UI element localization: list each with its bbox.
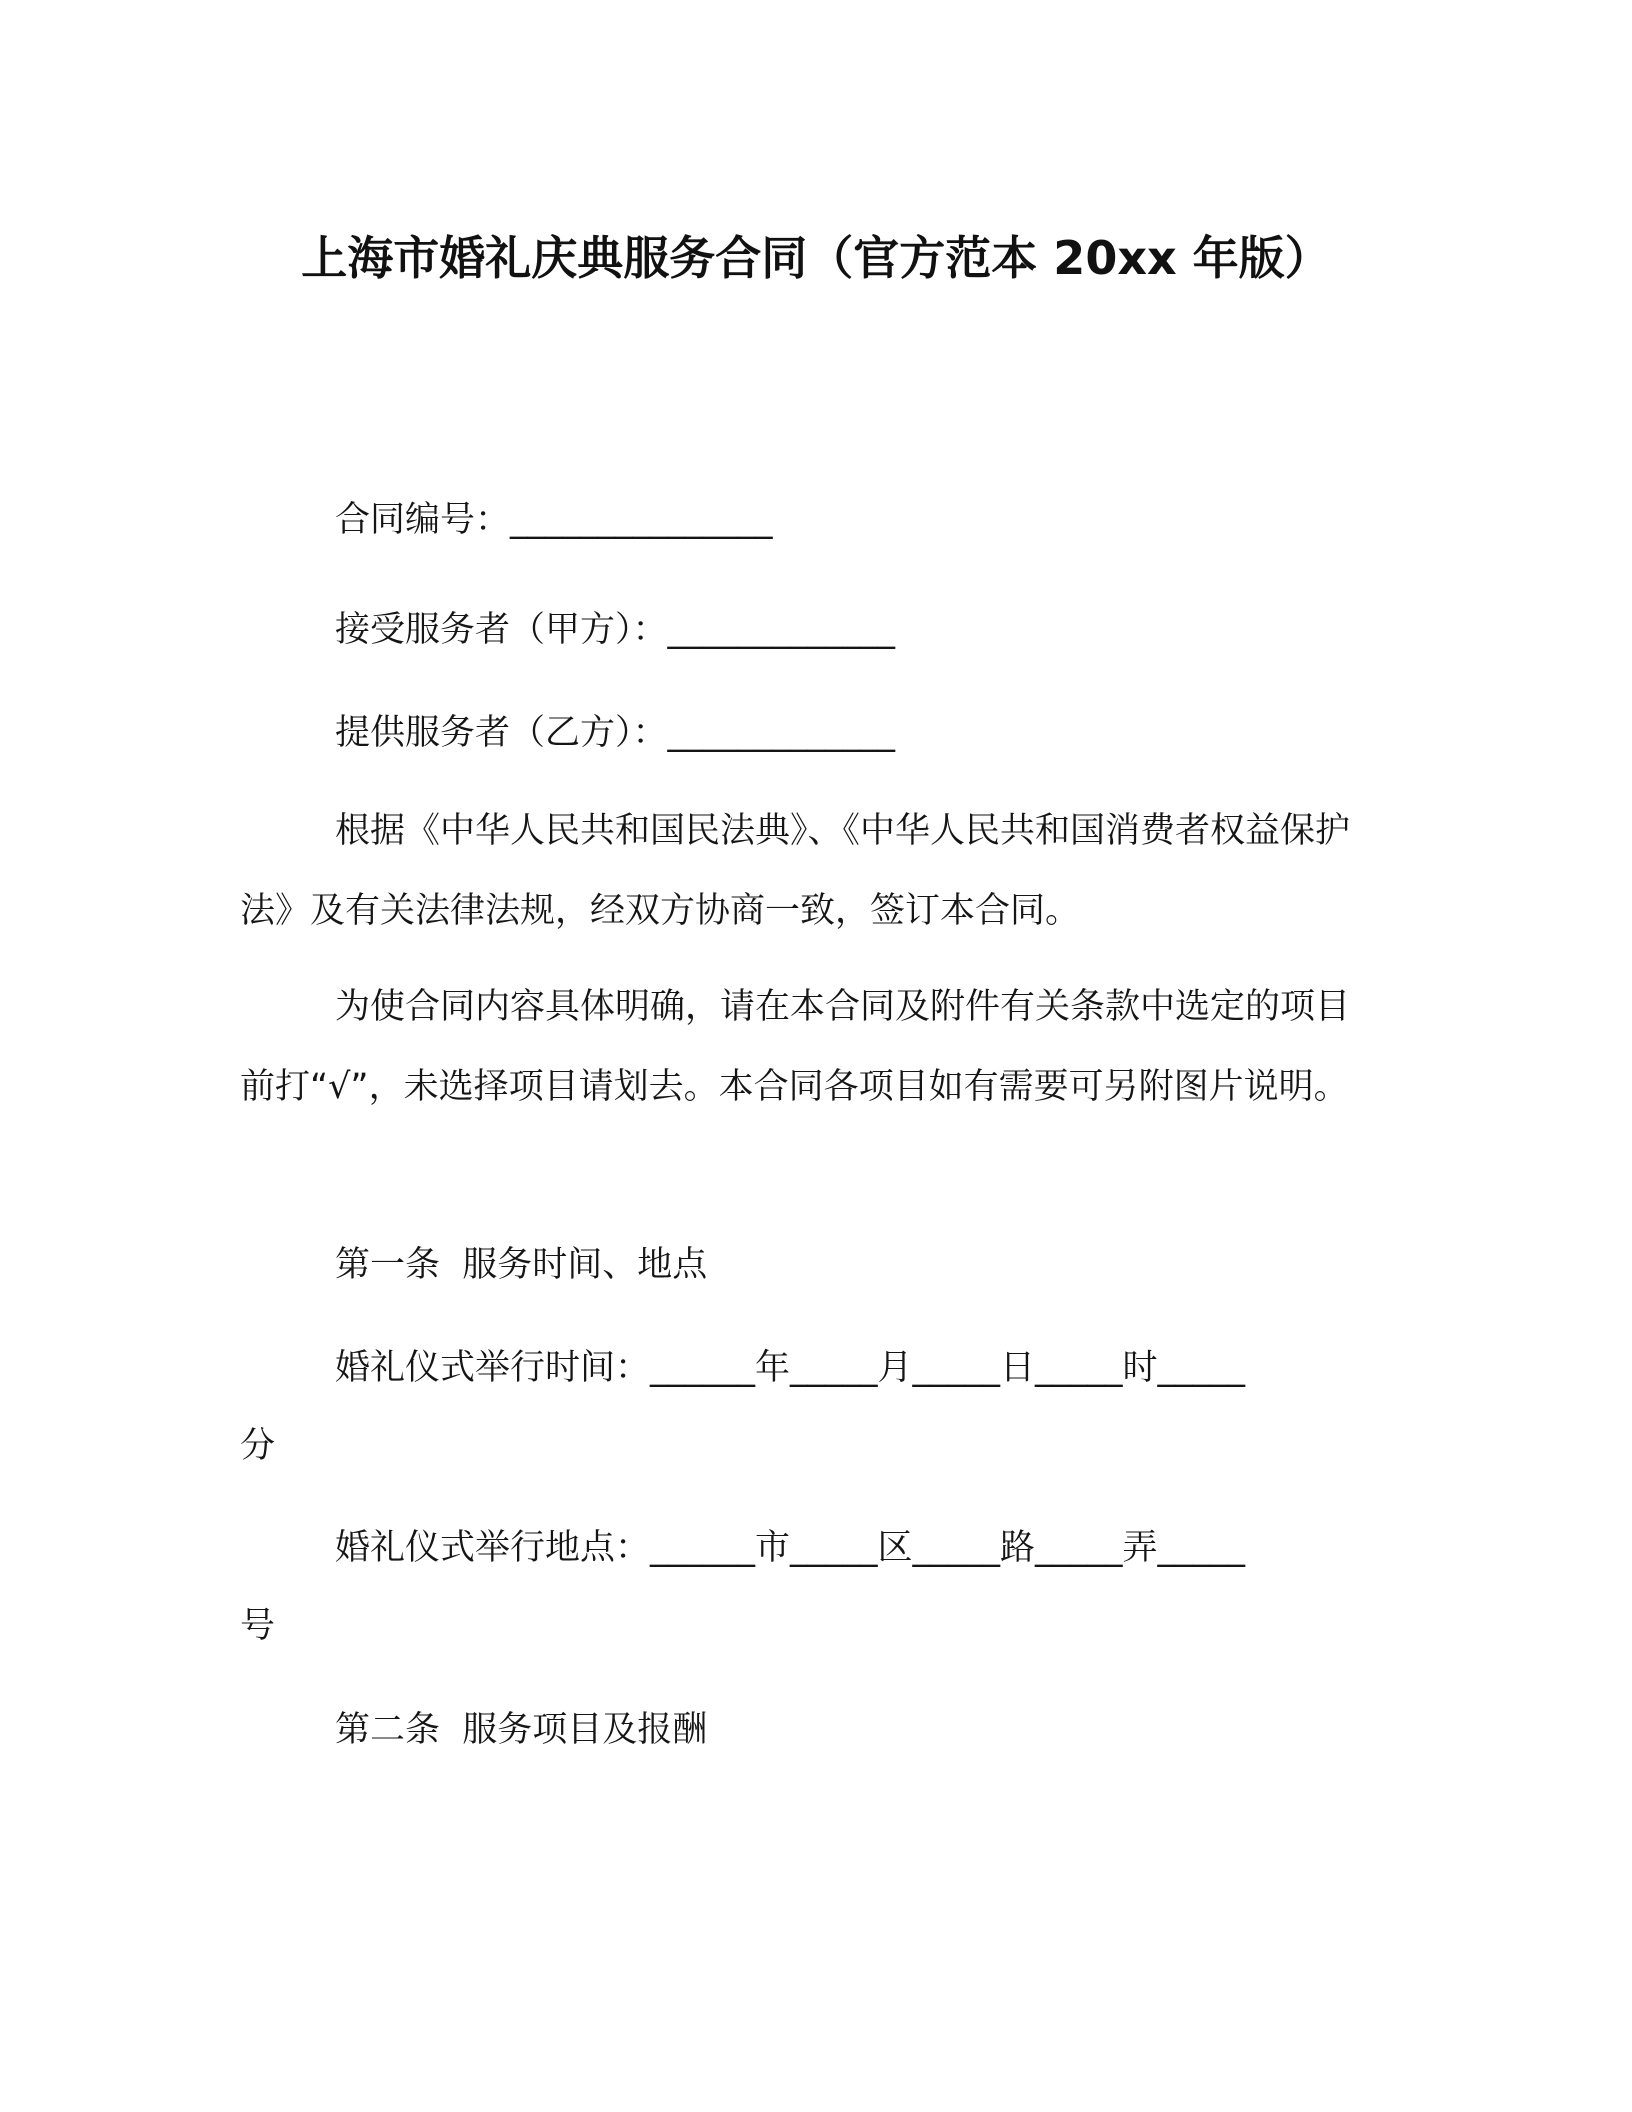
- article-1-heading: 第一条 服务时间、地点: [335, 1245, 708, 1285]
- document-title: 上海市婚礼庆典服务合同（官方范本 20xx 年版）: [301, 231, 1331, 285]
- party-b-field: 提供服务者（乙方）：_____________: [335, 713, 896, 753]
- article-2-heading: 第二条 服务项目及报酬: [335, 1710, 708, 1750]
- ceremony-place-tail: 号: [240, 1606, 276, 1646]
- ceremony-time-tail: 分: [240, 1426, 276, 1466]
- ceremony-place-line: 婚礼仪式举行地点：______市_____区_____路_____弄_____: [335, 1528, 1246, 1568]
- party-a-field: 接受服务者（甲方）：_____________: [335, 610, 896, 650]
- instructions-paragraph: 为使合同内容具体明确，请在本合同及附件有关条款中选定的项目前打“√”，未选择项目请划去。本合同各项目如有需要可另附图片说明。: [240, 987, 1351, 1107]
- contract-number-field: 合同编号：_______________: [335, 500, 773, 540]
- legal-basis-paragraph: 根据《中华人民共和国民法典》、《中华人民共和国消费者权益保护法》及有关法律法规，经双方协商一致，签订本合同。: [240, 811, 1351, 931]
- ceremony-time-line: 婚礼仪式举行时间：______年_____月_____日_____时_____: [335, 1348, 1246, 1388]
